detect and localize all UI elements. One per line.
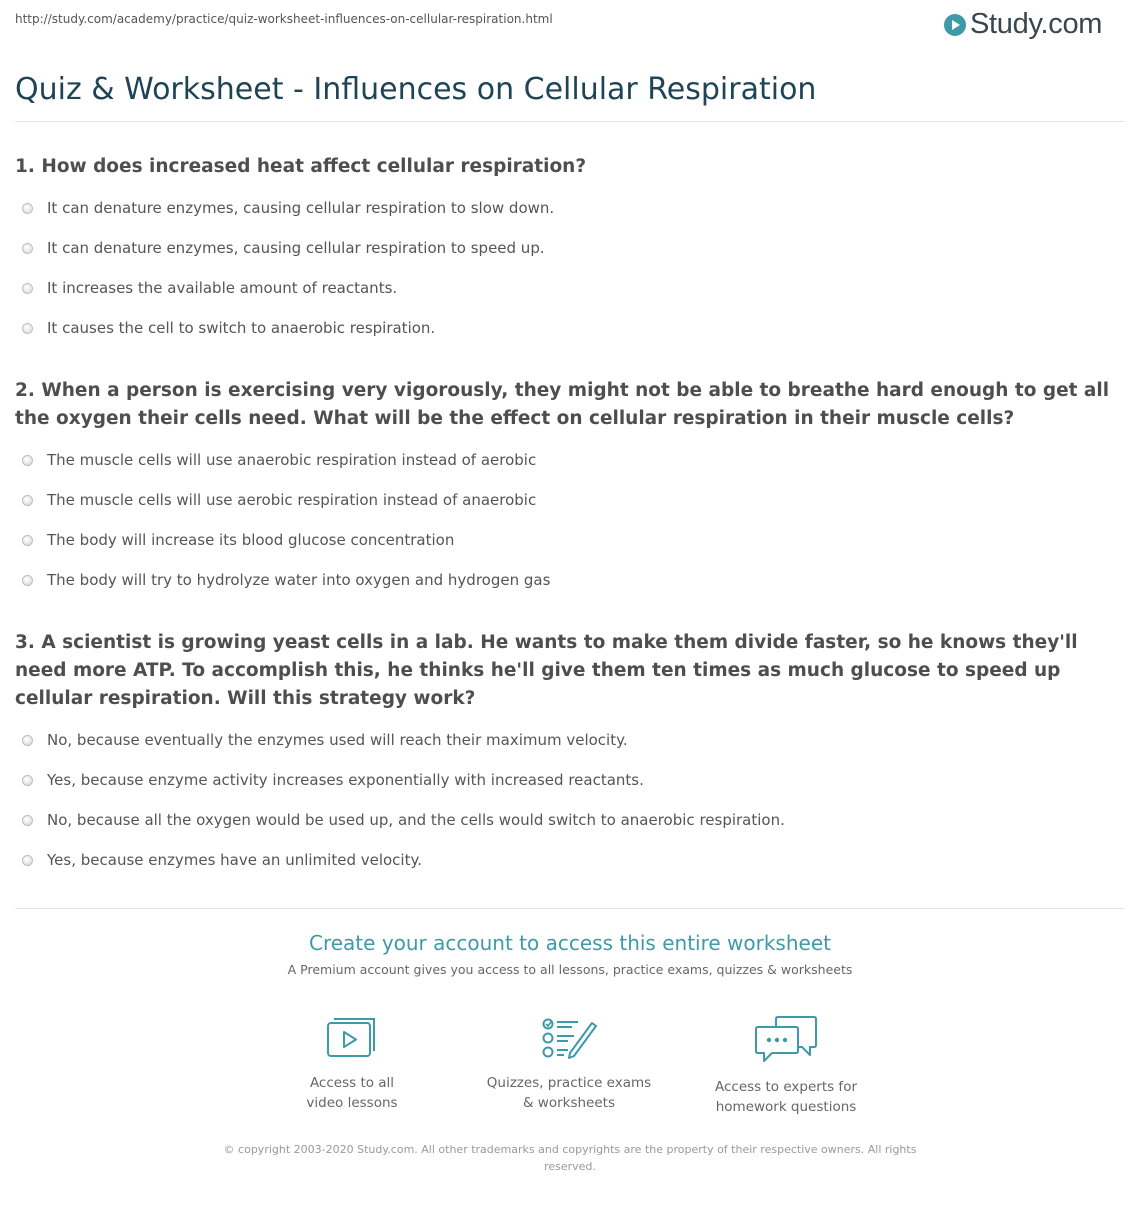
answer-option[interactable] — [22, 480, 1112, 520]
radio-button[interactable] — [22, 495, 33, 506]
answer-list-1 — [22, 188, 1112, 348]
radio-button[interactable] — [22, 283, 33, 294]
logo-text: Study.com — [970, 8, 1103, 40]
feature-video-line1: Access to all — [309, 1075, 395, 1091]
answer-option[interactable] — [22, 440, 1112, 480]
answer-text: No, because all the oxygen would be used up, and the cells would switch to anaerobic respiration. — [47, 811, 785, 829]
feature-experts-line2: homework questions — [715, 1099, 857, 1115]
create-account-link[interactable]: Create your account to access this entire worksheet — [309, 931, 831, 955]
page-url: http://study.com/academy/practice/quiz-worksheet-influences-on-cellular-respiration.html — [15, 12, 553, 26]
answer-option[interactable] — [22, 268, 1112, 308]
radio-button[interactable] — [22, 815, 33, 826]
answer-option[interactable] — [22, 520, 1112, 560]
premium-description: A Premium account gives you access to all lessons, practice exams, quizzes & worksheets — [287, 962, 853, 977]
answer-text: It can denature enzymes, causing cellular respiration to slow down. — [47, 199, 555, 217]
answer-option[interactable] — [22, 560, 1112, 600]
answer-text: Yes, because enzyme activity increases exponentially with increased reactants. — [47, 771, 644, 789]
answer-text: Yes, because enzymes have an unlimited velocity. — [47, 851, 422, 869]
answer-option[interactable] — [22, 720, 1112, 760]
play-circle-icon — [944, 14, 966, 36]
answer-text: The muscle cells will use anaerobic respiration instead of aerobic — [47, 451, 537, 469]
feature-video-line2: video lessons — [306, 1095, 398, 1111]
answer-text: The muscle cells will use aerobic respiration instead of anaerobic — [47, 491, 537, 509]
answer-option[interactable] — [22, 840, 1112, 880]
radio-button[interactable] — [22, 775, 33, 786]
radio-button[interactable] — [22, 455, 33, 466]
video-lesson-icon — [326, 1015, 378, 1059]
feature-quizzes-line1: Quizzes, practice exams — [486, 1075, 652, 1091]
radio-button[interactable] — [22, 243, 33, 254]
answer-option[interactable] — [22, 308, 1112, 348]
cta-divider — [15, 908, 1125, 909]
answer-text: It increases the available amount of reactants. — [47, 279, 398, 297]
answer-text: The body will try to hydrolyze water into oxygen and hydrogen gas — [47, 571, 551, 589]
feature-video-lessons — [267, 1015, 437, 1113]
question-2: 2. When a person is exercising very vigorously, they might not be able to breathe hard enough to get all the oxygen their cells need. What will be the effect on cellular respiration in their muscle cells? — [15, 380, 1110, 429]
question-1: 1. How does increased heat affect cellular respiration? — [15, 156, 587, 177]
answer-text: The body will increase its blood glucose concentration — [47, 531, 455, 549]
checklist-quiz-icon — [540, 1015, 598, 1059]
radio-button[interactable] — [22, 575, 33, 586]
question-3: 3. A scientist is growing yeast cells in a lab. He wants to make them divide faster, so he knows they'll need more ATP. To accomplish this, he thinks he'll give them ten times as much glucose to speed up cellular respiration. Will this strategy work? — [15, 632, 1078, 709]
feature-experts — [701, 1015, 871, 1117]
radio-button[interactable] — [22, 203, 33, 214]
title-divider — [15, 121, 1125, 122]
answer-option[interactable] — [22, 188, 1112, 228]
study-logo[interactable] — [944, 8, 1102, 41]
answer-option[interactable] — [22, 760, 1112, 800]
radio-button[interactable] — [22, 535, 33, 546]
page-title: Quiz & Worksheet - Influences on Cellular Respiration — [15, 72, 817, 107]
copyright-footer: © copyright 2003-2020 Study.com. All other trademarks and copyrights are the property of their respective owners. All rights reserved. — [223, 1143, 917, 1173]
answer-option[interactable] — [22, 228, 1112, 268]
feature-quizzes — [484, 1015, 654, 1113]
answer-option[interactable] — [22, 800, 1112, 840]
radio-button[interactable] — [22, 855, 33, 866]
answer-list-2 — [22, 440, 1112, 600]
feature-experts-line1: Access to experts for — [714, 1079, 857, 1095]
answer-text: It causes the cell to switch to anaerobic respiration. — [47, 319, 436, 337]
feature-quizzes-line2: & worksheets — [522, 1095, 615, 1111]
radio-button[interactable] — [22, 323, 33, 334]
answer-text: It can denature enzymes, causing cellular respiration to speed up. — [47, 239, 545, 257]
answer-list-3 — [22, 720, 1112, 880]
radio-button[interactable] — [22, 735, 33, 746]
answer-text: No, because eventually the enzymes used will reach their maximum velocity. — [47, 731, 628, 749]
chat-bubbles-icon — [754, 1015, 818, 1063]
